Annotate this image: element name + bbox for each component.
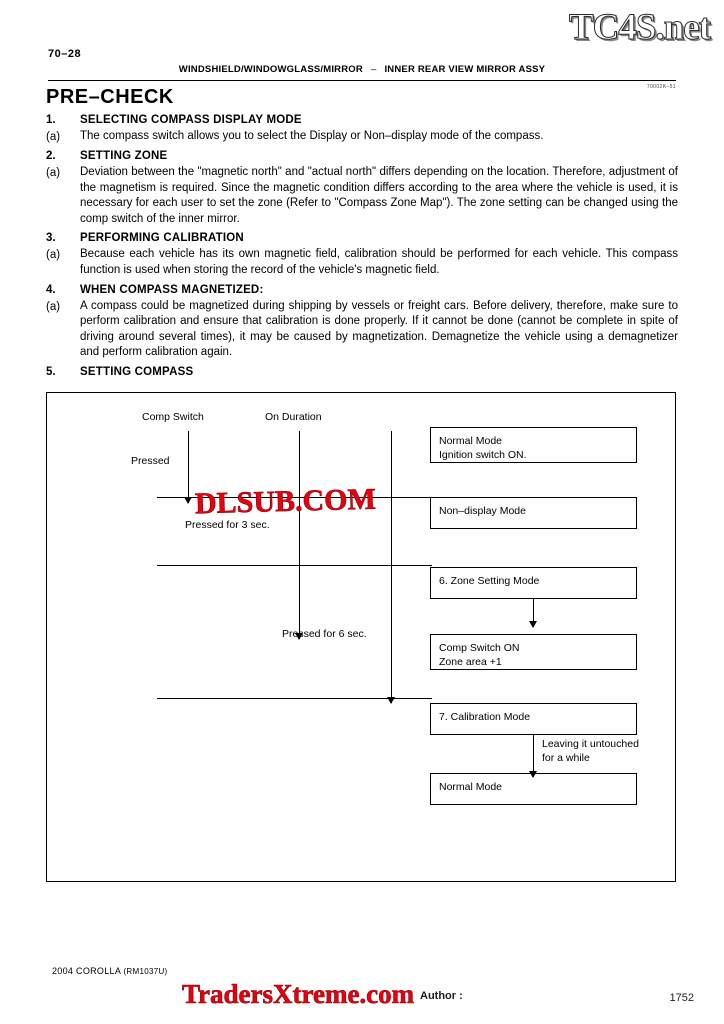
list-item	[46, 129, 678, 145]
list-item	[46, 148, 678, 164]
page-number: 70–28	[48, 48, 82, 60]
item-paragraph: A compass could be magnetized during shipping by vessels or freight cars. Before delivery, therefore, make sure to perform calibration and ensure that calibration is done properly. If it cannot be done (cannot be complete in spite of driving around several times), it may be caused by magnetization. Demagnetize the vehicle using a demagnetizer and perform calibration again.	[80, 299, 678, 359]
item-heading: SELECTING COMPASS DISPLAY MODE	[80, 114, 302, 126]
flow-line-comp-switch	[188, 431, 189, 503]
flow-box-line1: Normal Mode	[439, 435, 503, 447]
item-paragraph: The compass switch allows you to select the Display or Non–display mode of the compass.	[80, 130, 544, 142]
list-item	[46, 282, 678, 298]
item-heading: SETTING ZONE	[80, 150, 168, 162]
header-divider	[48, 80, 676, 81]
flow-box-line1: 7. Calibration Mode	[439, 711, 531, 723]
diagram-label-pressed-6sec: Pressed for 6 sec.	[282, 628, 367, 640]
list-item	[46, 230, 678, 246]
header-section-title	[0, 64, 724, 75]
page-title: PRE–CHECK	[46, 86, 174, 108]
diagram-label-leaving-untouched-2: for a while	[542, 752, 590, 764]
item-heading: SETTING COMPASS	[80, 365, 194, 378]
item-number: 4.	[46, 283, 56, 296]
item-heading: PERFORMING CALIBRATION	[80, 232, 244, 245]
diagram-label-leaving-untouched-1: Leaving it untouched	[542, 738, 639, 750]
item-number: 5.	[46, 365, 56, 378]
footer-model: 2004 COROLLA	[52, 966, 121, 976]
item-letter: (a)	[46, 300, 61, 313]
flow-box-non-display-mode	[430, 497, 637, 529]
flow-line-on-duration	[299, 431, 300, 639]
flow-box-calibration-mode	[430, 703, 637, 735]
item-paragraph: Deviation between the "magnetic north" and "actual north" differs depending on the location. Therefore, adjustment of the magnetism is required. Since the magnetic condition differs according to the area where the vehicle is used, it is necessary for each user to set the zone (Refer to "Compass Zone Map"). The zone setting can be changed using the comp switch of the inner mirror.	[80, 166, 678, 225]
header-section-right: INNER REAR VIEW MIRROR ASSY	[384, 64, 546, 75]
flow-box-line2: Ignition switch ON.	[439, 449, 527, 461]
list-item	[46, 112, 678, 128]
item-letter: (a)	[46, 131, 61, 143]
setting-compass-flow-diagram	[46, 392, 676, 882]
flow-box-line2: Zone area +1	[439, 656, 502, 668]
flow-box-zone-setting-mode	[430, 567, 637, 599]
header-section-left: WINDSHIELD/WINDOWGLASS/MIRROR	[178, 64, 363, 75]
item-paragraph: Because each vehicle has its own magnetic field, calibration should be performed for each vehicle. This compass function is used when storing the record of the vehicle's magnetic field.	[80, 248, 678, 276]
body-content	[46, 112, 678, 381]
diagram-label-comp-switch: Comp Switch	[142, 411, 204, 423]
flow-line-long-press	[391, 431, 392, 703]
watermark-tradersxtreme: TradersXtreme.com	[182, 979, 415, 1009]
diagram-label-on-duration: On Duration	[265, 411, 322, 423]
flow-arrow-zone-to-compswitch	[529, 621, 537, 628]
flow-box-normal-mode-ignition	[430, 427, 637, 463]
flow-box-comp-switch-on	[430, 634, 637, 670]
flow-box-line1: 6. Zone Setting Mode	[439, 575, 540, 587]
diagram-label-pressed: Pressed	[131, 455, 170, 467]
flow-box-line1: Non–display Mode	[439, 505, 526, 517]
flow-divider-2	[157, 565, 432, 566]
footer-author-label: Author :	[420, 990, 463, 1002]
item-number: 2.	[46, 150, 56, 162]
list-item	[46, 165, 678, 227]
diagram-label-pressed-3sec: Pressed for 3 sec.	[185, 519, 270, 531]
flow-box-line1: Comp Switch ON	[439, 642, 520, 654]
footer-page-code: 1752	[669, 992, 694, 1004]
item-number: 1.	[46, 114, 56, 126]
flow-box-normal-mode-final	[430, 773, 637, 805]
list-item	[46, 247, 678, 278]
watermark-dlsub: DLSUB.COM	[194, 482, 377, 521]
item-heading: WHEN COMPASS MAGNETIZED:	[80, 283, 264, 296]
flow-arrow-comp-switch	[184, 497, 192, 504]
item-letter: (a)	[46, 167, 61, 179]
flow-divider-3	[157, 698, 432, 699]
footer-manual-code: (RM1037U)	[123, 967, 168, 976]
list-item	[46, 299, 678, 361]
header-separator: –	[370, 64, 377, 75]
footer-model-info	[52, 966, 168, 976]
list-item	[46, 364, 678, 380]
figure-code: 70002K–51	[646, 84, 676, 90]
item-letter: (a)	[46, 249, 61, 262]
watermark-tc4s: TC4S.net	[568, 7, 710, 48]
flow-box-line1: Normal Mode	[439, 781, 503, 793]
item-number: 3.	[46, 232, 56, 245]
